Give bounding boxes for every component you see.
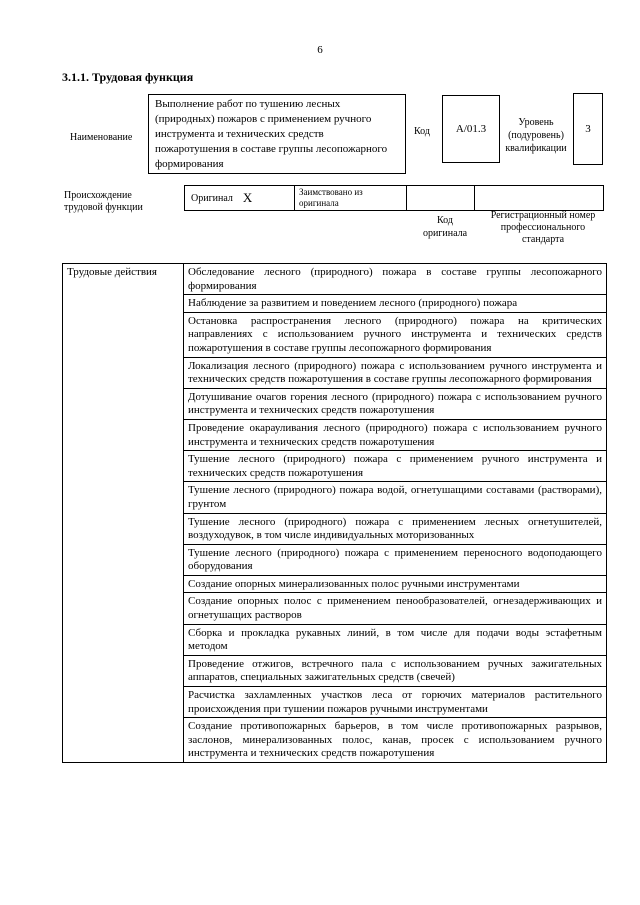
function-code: A/01.3 — [442, 95, 500, 163]
labor-action-item: Создание противопожарных барьеров, в том числе противопожарных разрывов, заслонов, минерализованных полос, канав, просек с использованием ручного инструмента и технических средств пожаротушения — [184, 718, 607, 763]
code-original-cell — [407, 186, 475, 210]
labor-action-item: Тушение лесного (природного) пожара с применением лесных огнетушителей, воздуходувок, в том числе индивидуальных моторизованных — [184, 513, 607, 544]
labor-action-item: Наблюдение за развитием и поведением лесного (природного) пожара — [184, 295, 607, 313]
labor-action-item: Сборка и прокладка рукавных линий, в том числе для подачи воды эстафетным методом — [184, 624, 607, 655]
section-title: 3.1.1. Трудовая функция — [62, 70, 194, 84]
labor-actions-table — [62, 263, 607, 763]
labor-action-item: Остановка распространения лесного (природного) пожара на критических направлениях с использованием ручного инструмента и технических средств пожаротушения в составе группы лесопожарного формирования — [184, 312, 607, 357]
labor-action-item: Дотушивание очагов горения лесного (природного) пожара с использованием ручного инструмента и технических средств пожаротушения — [184, 388, 607, 419]
qualification-level: 3 — [573, 93, 603, 165]
labor-action-item: Локализация лесного (природного) пожара с использованием ручного инструмента и технических средств пожаротушения в составе группы лесопожарного формирования — [184, 357, 607, 388]
code-label: Код — [414, 126, 430, 137]
page-number: 6 — [317, 44, 323, 56]
table-row — [63, 264, 607, 295]
original-mark: X — [242, 190, 253, 205]
reg-number-label: Регистрационный номер профессионального стандарта — [490, 210, 596, 245]
origin-label: Происхождение трудовой функции — [64, 190, 143, 213]
labor-action-item: Тушение лесного (природного) пожара водой, огнетушащими составами (растворами), грунтом — [184, 482, 607, 513]
original-label: Оригинал — [191, 192, 233, 204]
level-label: Уровень (подуровень) квалификации — [505, 117, 567, 154]
labor-action-item: Проведение окарауливания лесного (природного) пожара с использованием ручного инструмента и технических средств пожаротушения — [184, 419, 607, 450]
code-original-label: Код оригинала — [422, 215, 468, 239]
origin-table — [184, 185, 604, 211]
labor-action-item: Обследование лесного (природного) пожара в составе группы лесопожарного формирования — [184, 264, 607, 295]
labor-action-item: Создание опорных минерализованных полос ручными инструментами — [184, 575, 607, 593]
labor-action-item: Расчистка захламленных участков леса от горючих материалов растительного происхождения при тушении пожаров ручными инструментами — [184, 687, 607, 718]
borrowed-cell — [295, 186, 407, 210]
labor-action-item: Тушение лесного (природного) пожара с применением переносного водоподающего оборудования — [184, 544, 607, 575]
labor-action-item: Проведение отжигов, встречного пала с использованием ручных зажигательных аппаратов, специальных зажигательных средств (свечей) — [184, 655, 607, 686]
original-cell — [185, 186, 295, 210]
labor-actions-label: Трудовые действия — [63, 264, 184, 763]
labor-action-item: Создание опорных полос с применением пенообразователей, огнезадерживающих и огнетушащих растворов — [184, 593, 607, 624]
name-label: Наименование — [70, 132, 133, 143]
function-name: Выполнение работ по тушению лесных (природных) пожаров с применением ручного инструмента и технических средств пожаротушения в составе группы лесопожарного формирования — [148, 94, 406, 174]
reg-number-cell — [475, 186, 603, 210]
borrowed-label: Заимствовано из оригинала — [299, 187, 363, 208]
labor-action-item: Тушение лесного (природного) пожара с применением ручного инструмента и технических средств пожаротушения — [184, 451, 607, 482]
